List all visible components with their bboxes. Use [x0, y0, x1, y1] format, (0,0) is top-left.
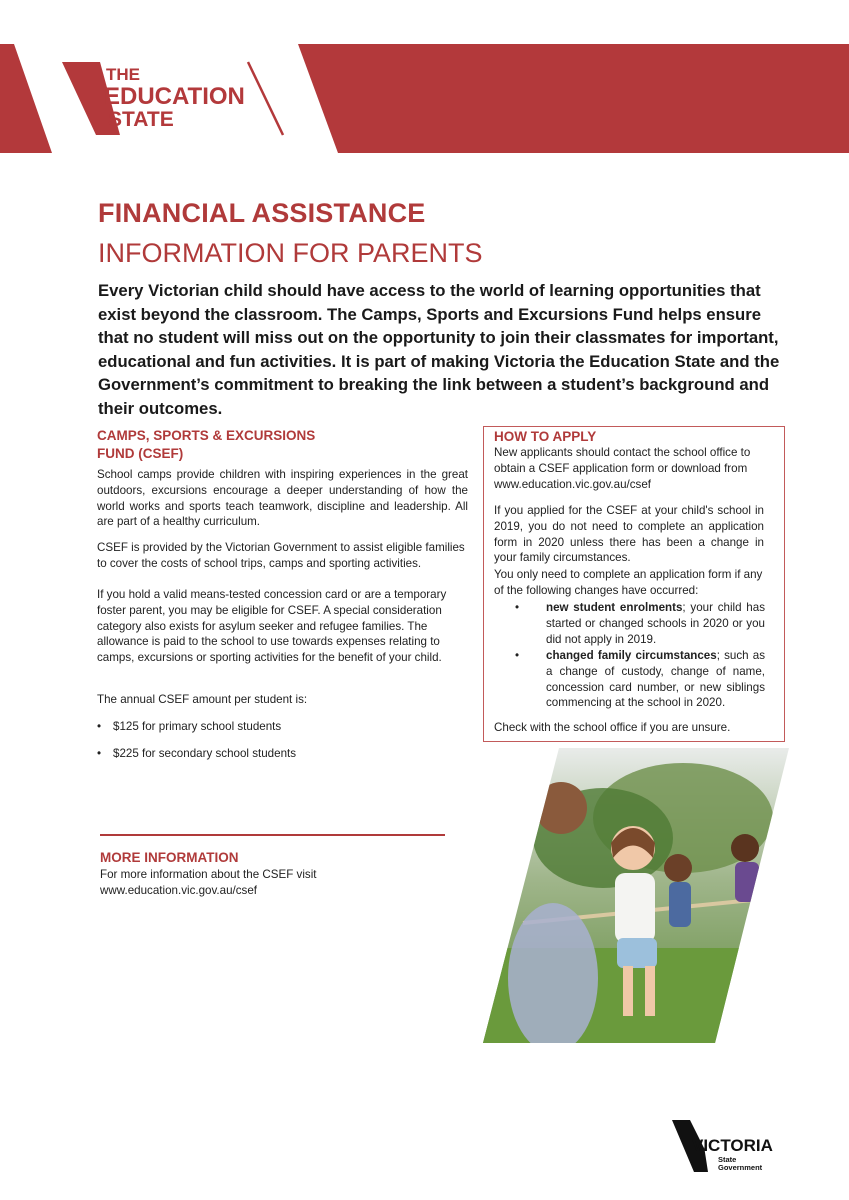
- header-banner: [0, 44, 849, 153]
- apply-new-applicants: [494, 445, 774, 492]
- bullet-icon: •: [515, 601, 520, 614]
- logo-text-state: STATE: [108, 108, 174, 131]
- apply-link[interactable]: www.education.vic.gov.au/csef: [494, 477, 652, 491]
- amount-secondary: $225 for secondary school students: [113, 747, 297, 760]
- more-info-line: For more information about the CSEF visit: [100, 868, 317, 881]
- how-to-apply-heading: HOW TO APPLY: [494, 429, 597, 444]
- change-description: ; such as a change of custody, change of name, concession card number, or new siblings commencing at the school in 2020.: [546, 649, 765, 710]
- change-type: new student enrolments: [546, 601, 683, 614]
- csef-heading-line2: FUND (CSEF): [97, 446, 184, 461]
- apply-previous-applicants: If you applied for the CSEF at your child's school in 2019, you do not need to complete an application form in 2020 unless there has been a change in your family circumstances.: [494, 504, 764, 565]
- amount-primary: $125 for primary school students: [113, 720, 282, 733]
- logo-text-government: Government: [718, 1163, 763, 1172]
- csef-paragraph-provided: CSEF is provided by the Victorian Government to assist eligible families to cover the costs of school trips, camps and sporting activities.: [97, 541, 465, 570]
- csef-heading-line1: CAMPS, SPORTS & EXCURSIONS: [97, 428, 316, 443]
- list-item: [97, 719, 468, 735]
- more-info-text: [100, 867, 400, 899]
- csef-paragraph-camps: School camps provide children with inspiring experiences in the great outdoors, excursions encourage a deeper understanding of how the world works and sports teach teamwork, discipline and leadership. All are part of a healthy curriculum.: [97, 468, 468, 529]
- children-tug-of-war-photo: [483, 748, 789, 1043]
- bullet-icon: •: [97, 720, 102, 733]
- logo-text-education: EDUCATION: [104, 83, 245, 110]
- section-divider: [100, 834, 445, 836]
- apply-text-line: New applicants should contact the school office to: [494, 446, 751, 459]
- page-title: FINANCIAL ASSISTANCE: [98, 198, 426, 228]
- page-subtitle: INFORMATION FOR PARENTS: [98, 238, 483, 268]
- csef-paragraph-eligibility: If you hold a valid means-tested concession card or are a temporary foster parent, you may be eligible for CSEF. A special consideration category also exists for asylum seeker and refugee families. The allowance is paid to the school to use towards expenses relating to camps, excursions or sporting activities for the benefit of your child.: [97, 588, 447, 665]
- change-type: changed family circumstances: [546, 649, 717, 662]
- list-item: [97, 746, 468, 762]
- intro-paragraph: Every Victorian child should have access to the world of learning opportunities that exist beyond the classroom. The Camps, Sports and Excursions Fund helps ensure that no student will miss out on the opportunity to join their classmates for important, educational and fun activities. It is part of making Victoria the Education State and the Government’s commitment to breaking the link between a student’s background and their outcomes.: [98, 281, 780, 418]
- apply-check-note: Check with the school office if you are unsure.: [494, 721, 731, 734]
- more-info-link[interactable]: www.education.vic.gov.au/csef: [100, 883, 258, 897]
- change-description: ; your child has started or changed schools in 2020 or you did not apply in 2019.: [546, 601, 765, 646]
- education-state-logo: [62, 62, 283, 135]
- logo-text-state: State: [718, 1155, 737, 1164]
- apply-text-line: obtain a CSEF application form or download from: [494, 461, 748, 475]
- apply-changes-intro: You only need to complete an application form if any of the following changes have occurred:: [494, 568, 763, 597]
- bullet-icon: •: [515, 649, 520, 662]
- bullet-icon: •: [97, 747, 102, 760]
- victoria-state-government-logo: [670, 1118, 780, 1174]
- csef-amount-intro: The annual CSEF amount per student is:: [97, 693, 308, 706]
- more-info-heading: MORE INFORMATION: [100, 850, 239, 865]
- csef-section-heading: [97, 427, 477, 463]
- logo-text-victoria: VICTORIA: [692, 1136, 773, 1155]
- logo-text-the: THE: [106, 65, 140, 84]
